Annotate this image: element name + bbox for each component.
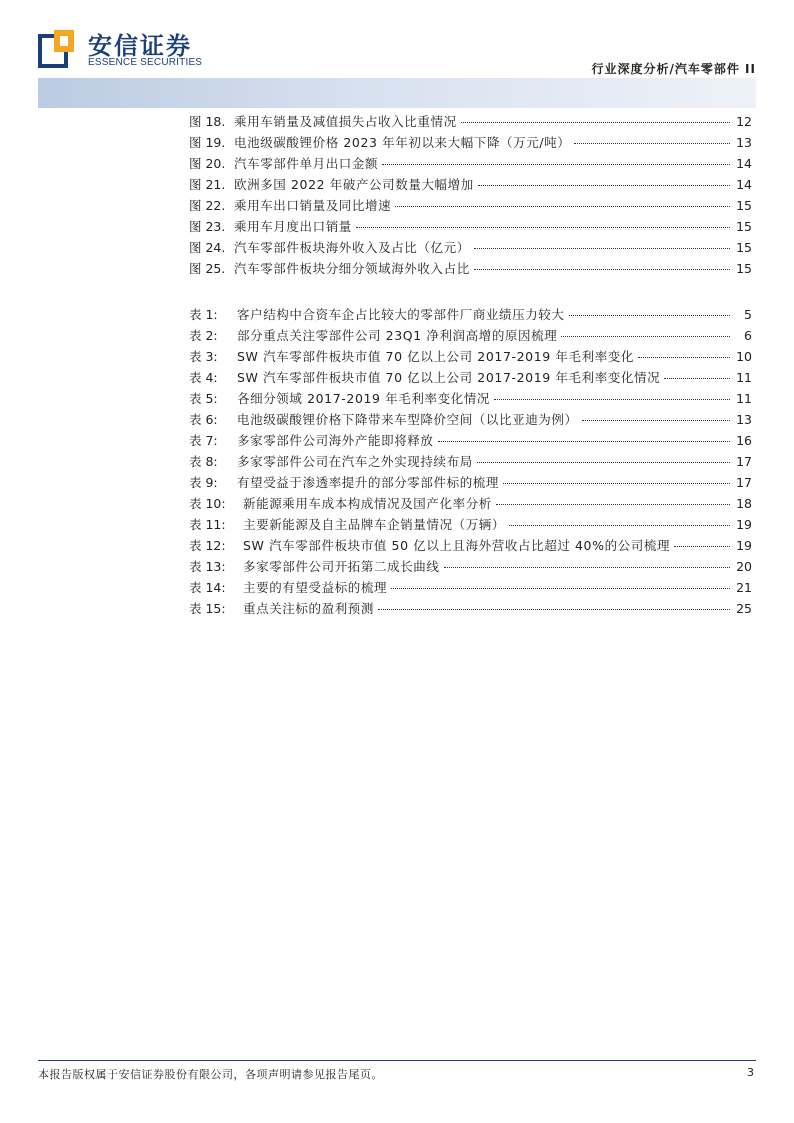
toc-page: 18 xyxy=(736,496,752,511)
toc-title: 汽车零部件单月出口金额 xyxy=(234,156,379,171)
toc-entry[interactable] xyxy=(189,132,752,153)
toc-label: 图 25. xyxy=(189,261,226,276)
toc-entry[interactable] xyxy=(189,174,752,195)
footer-divider xyxy=(38,1060,756,1061)
toc-page: 6 xyxy=(744,328,752,343)
toc-entry[interactable] xyxy=(189,493,752,514)
toc-entry[interactable] xyxy=(189,195,752,216)
toc-label: 表 5: xyxy=(189,391,218,406)
toc-label: 表 10: xyxy=(189,496,226,511)
dot-leader xyxy=(478,185,730,186)
toc-entry[interactable] xyxy=(189,388,752,409)
toc-label: 图 21. xyxy=(189,177,226,192)
toc-title: 乘用车出口销量及同比增速 xyxy=(234,198,392,213)
toc-title: 电池级碳酸锂价格 2023 年年初以来大幅下降（万元/吨） xyxy=(234,135,571,150)
report-category: 行业深度分析/汽车零部件 II xyxy=(591,62,756,76)
dot-leader xyxy=(503,483,730,484)
toc-entry[interactable] xyxy=(189,216,752,237)
dot-leader xyxy=(444,567,730,568)
dot-leader xyxy=(382,164,730,165)
logo-english-name: ESSENCE SECURITIES xyxy=(88,57,203,68)
header-band xyxy=(38,78,756,108)
toc-title: 有望受益于渗透率提升的部分零部件标的梳理 xyxy=(237,475,500,490)
toc-title: 部分重点关注零部件公司 23Q1 净利润高增的原因梳理 xyxy=(237,328,558,343)
toc-page: 21 xyxy=(736,580,752,595)
toc-page: 15 xyxy=(736,198,752,213)
toc-label: 表 6: xyxy=(189,412,218,427)
toc-label: 表 2: xyxy=(189,328,218,343)
dot-leader xyxy=(561,336,730,337)
dot-leader xyxy=(391,588,730,589)
dot-leader xyxy=(395,206,730,207)
toc-page: 10 xyxy=(736,349,752,364)
toc-entry[interactable] xyxy=(189,514,752,535)
toc-label: 表 1: xyxy=(189,307,218,322)
dot-leader xyxy=(496,504,730,505)
dot-leader xyxy=(582,420,730,421)
toc-title: 乘用车销量及减值损失占收入比重情况 xyxy=(234,114,457,129)
toc-page: 17 xyxy=(736,454,752,469)
dot-leader xyxy=(494,399,730,400)
toc-page: 15 xyxy=(736,261,752,276)
toc-entry[interactable] xyxy=(189,472,752,493)
toc-page: 15 xyxy=(736,219,752,234)
toc-page: 13 xyxy=(736,412,752,427)
toc-entry[interactable] xyxy=(189,325,752,346)
toc-label: 表 4: xyxy=(189,370,218,385)
toc-title: 客户结构中合资车企占比较大的零部件厂商业绩压力较大 xyxy=(237,307,565,322)
toc-entry[interactable] xyxy=(189,153,752,174)
dot-leader xyxy=(356,227,730,228)
toc-page: 16 xyxy=(736,433,752,448)
toc-title: 电池级碳酸锂价格下降带来车型降价空间（以比亚迪为例） xyxy=(237,412,578,427)
toc-page: 25 xyxy=(736,601,752,616)
toc-title: SW 汽车零部件板块市值 50 亿以上且海外营收占比超过 40%的公司梳理 xyxy=(243,538,671,553)
dot-leader xyxy=(378,609,730,610)
toc-title: 多家零部件公司开拓第二成长曲线 xyxy=(243,559,440,574)
dot-leader xyxy=(477,462,730,463)
toc-label: 图 20. xyxy=(189,156,226,171)
toc-label: 图 18. xyxy=(189,114,226,129)
toc-label: 表 8: xyxy=(189,454,218,469)
toc-label: 图 19. xyxy=(189,135,226,150)
toc-label: 图 22. xyxy=(189,198,226,213)
dot-leader xyxy=(638,357,730,358)
toc-label: 表 14: xyxy=(189,580,226,595)
footer-disclaimer: 本报告版权属于安信证券股份有限公司，各项声明请参见报告尾页。 xyxy=(38,1068,383,1081)
toc-page: 11 xyxy=(736,370,752,385)
toc-label: 表 13: xyxy=(189,559,226,574)
toc-page: 15 xyxy=(736,240,752,255)
toc-entry[interactable] xyxy=(189,577,752,598)
toc-page: 20 xyxy=(736,559,752,574)
toc-title: 重点关注标的盈利预测 xyxy=(243,601,375,616)
logo-chinese-name: 安信证券 xyxy=(88,32,192,60)
toc-label: 表 9: xyxy=(189,475,218,490)
toc-title: 各细分领域 2017-2019 年毛利率变化情况 xyxy=(237,391,490,406)
toc-title: 主要的有望受益标的梳理 xyxy=(243,580,388,595)
dot-leader xyxy=(574,143,730,144)
dot-leader xyxy=(461,122,730,123)
toc-entry[interactable] xyxy=(189,409,752,430)
toc-entry[interactable] xyxy=(189,346,752,367)
toc-page: 19 xyxy=(736,517,752,532)
toc-title: 欧洲多国 2022 年破产公司数量大幅增加 xyxy=(234,177,474,192)
toc-entry[interactable] xyxy=(189,598,752,619)
toc-page: 17 xyxy=(736,475,752,490)
toc-label: 表 11: xyxy=(189,517,226,532)
toc-title: 汽车零部件板块海外收入及占比（亿元） xyxy=(234,240,470,255)
toc-entry[interactable] xyxy=(189,556,752,577)
toc-title: 主要新能源及自主品牌车企销量情况（万辆） xyxy=(243,517,506,532)
toc-page: 11 xyxy=(736,391,752,406)
essence-logo-icon xyxy=(38,28,78,68)
toc-entry[interactable] xyxy=(189,237,752,258)
dot-leader xyxy=(569,315,730,316)
toc-title: 乘用车月度出口销量 xyxy=(234,219,352,234)
toc-page: 19 xyxy=(736,538,752,553)
toc-label: 表 15: xyxy=(189,601,226,616)
toc-label: 表 7: xyxy=(189,433,218,448)
toc-page: 14 xyxy=(736,177,752,192)
toc-label: 图 23. xyxy=(189,219,226,234)
toc-page: 5 xyxy=(744,307,752,322)
toc-title: 多家零部件公司在汽车之外实现持续布局 xyxy=(237,454,473,469)
toc-page: 14 xyxy=(736,156,752,171)
toc-title: 汽车零部件板块分细分领域海外收入占比 xyxy=(234,261,470,276)
toc-page: 12 xyxy=(736,114,752,129)
page-header xyxy=(0,0,794,110)
toc-entry[interactable] xyxy=(189,535,752,556)
dot-leader xyxy=(664,378,730,379)
toc-title: 多家零部件公司海外产能即将释放 xyxy=(237,433,434,448)
toc-entry[interactable] xyxy=(189,367,752,388)
toc-entry[interactable] xyxy=(189,451,752,472)
toc-label: 表 3: xyxy=(189,349,218,364)
toc-title: SW 汽车零部件板块市值 70 亿以上公司 2017-2019 年毛利率变化情况 xyxy=(237,370,661,385)
toc-title: SW 汽车零部件板块市值 70 亿以上公司 2017-2019 年毛利率变化 xyxy=(237,349,635,364)
toc-page: 13 xyxy=(736,135,752,150)
toc-label: 图 24. xyxy=(189,240,226,255)
toc-title: 新能源乘用车成本构成情况及国产化率分析 xyxy=(243,496,492,511)
dot-leader xyxy=(674,546,730,547)
figure-list xyxy=(189,111,752,279)
toc-entry[interactable] xyxy=(189,430,752,451)
page-number: 3 xyxy=(747,1066,754,1079)
dot-leader xyxy=(438,441,730,442)
toc-entry[interactable] xyxy=(189,258,752,279)
toc-entry[interactable] xyxy=(189,304,752,325)
dot-leader xyxy=(509,525,730,526)
toc-label: 表 12: xyxy=(189,538,226,553)
dot-leader xyxy=(474,269,730,270)
toc-entry[interactable] xyxy=(189,111,752,132)
table-list xyxy=(189,304,752,619)
dot-leader xyxy=(474,248,730,249)
